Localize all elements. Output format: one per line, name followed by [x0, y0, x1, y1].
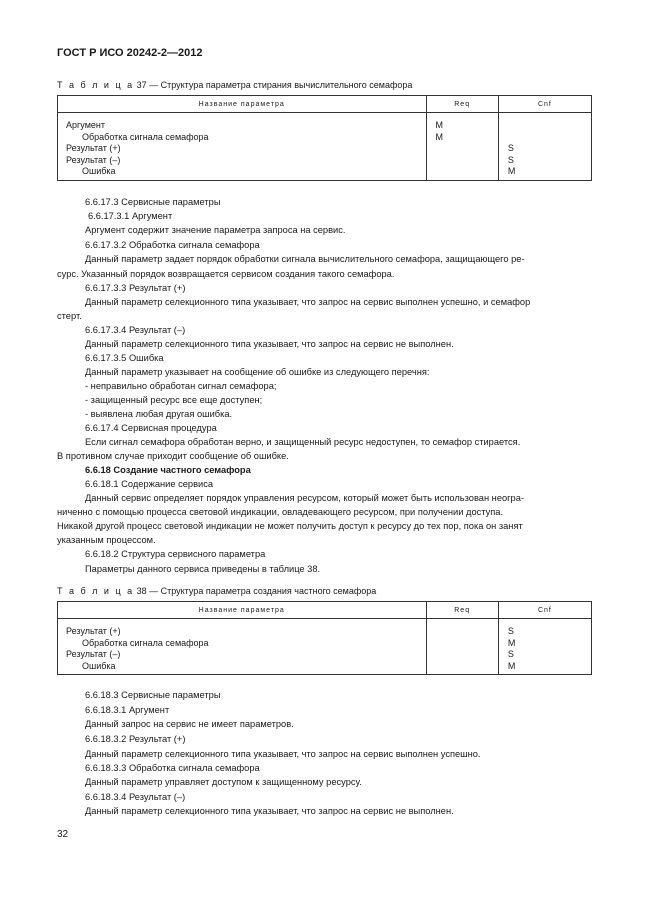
paragraph: 6.6.18.3.2 Результат (+) [85, 734, 186, 744]
table38-row-name: Ошибка [82, 660, 116, 671]
table38-caption [57, 586, 376, 596]
table38-col-name: Название параметра [58, 602, 427, 619]
table38-cnf-cell [498, 619, 591, 675]
table37-row-req [427, 143, 498, 155]
table37-row-name: Результат (+) [66, 143, 121, 154]
table38-row-req [427, 661, 498, 673]
paragraph: Никакой другой процесс световой индикации не может получить доступ к ресурсу до тех пор, пока он занят [57, 521, 523, 531]
list-item: - защищенный ресурс все еще доступен; [85, 395, 263, 405]
table37-caption-prefix: Т а б л и ц а [57, 80, 135, 90]
document-header: ГОСТ Р ИСО 20242-2—2012 [57, 47, 203, 59]
table37-row-name: Результат (–) [66, 154, 121, 165]
paragraph: Данный параметр селекционного типа указывает, что запрос на сервис выполнен успешно, и семафор [85, 297, 531, 307]
paragraph: 6.6.18.3.3 Обработка сигнала семафора [85, 763, 260, 773]
paragraph: 6.6.17.3.5 Ошибка [85, 353, 164, 363]
list-item: - неправильно обработан сигнал семафора; [85, 381, 277, 391]
paragraph: указанным процессом. [57, 535, 156, 545]
table37-row-name: Обработка сигнала семафора [82, 131, 209, 142]
table38-row-req [427, 649, 498, 661]
table37-body-row [58, 113, 592, 181]
table38 [57, 601, 592, 675]
paragraph: 6.6.17.3.3 Результат (+) [85, 283, 186, 293]
table37-caption [57, 80, 412, 90]
paragraph: Если сигнал семафора обработан верно, и защищенный ресурс недоступен, то семафор стирается. [85, 437, 521, 447]
table37-row-cnf [499, 132, 591, 144]
table37-row-req: M [435, 120, 443, 130]
table37 [57, 95, 592, 181]
paragraph: 6.6.17.3.2 Обработка сигнала семафора [85, 240, 260, 250]
list-item: - выявлена любая другая ошибка. [85, 409, 233, 419]
table37-row-cnf [499, 120, 591, 132]
table38-body-row [58, 619, 592, 675]
table37-cnf-cell [498, 113, 591, 181]
table37-row-name: Ошибка [82, 166, 116, 177]
table37-row-req: M [435, 131, 443, 142]
table37-row-req [427, 166, 498, 178]
table38-row-cnf: M [507, 637, 516, 648]
table38-row-cnf: S [507, 649, 514, 660]
paragraph: стерт. [57, 311, 82, 321]
page-number: 32 [57, 829, 69, 840]
table37-row-req [427, 155, 498, 167]
paragraph: Данный параметр управляет доступом к защищенному ресурсу. [85, 777, 362, 787]
paragraph: Данный сервис определяет порядок управления ресурсом, который может быть использован неогра- [85, 493, 524, 503]
paragraph: 6.6.18.3 Сервисные параметры [85, 690, 221, 700]
table38-caption-text: 38 — Структура параметра создания частного семафора [134, 586, 377, 596]
table37-row-cnf: S [507, 154, 514, 165]
table37-row-name: Аргумент [66, 120, 105, 130]
table37-caption-text: 37 — Структура параметра стирания вычислительного семафора [134, 80, 413, 90]
table38-col-cnf: Cnf [498, 602, 591, 619]
paragraph: Параметры данного сервиса приведены в таблице 38. [85, 564, 321, 574]
table37-col-req: Req [426, 96, 498, 113]
table37-row-cnf: M [507, 166, 516, 177]
paragraph: В противном случае приходит сообщение об ошибке. [57, 451, 289, 461]
paragraph: 6.6.18.2 Структура сервисного параметра [85, 549, 266, 559]
paragraph: сурс. Указанный порядок возвращается сервисом создания такого семафора. [57, 269, 395, 279]
table37-row-cnf: S [507, 143, 514, 154]
paragraph: 6.6.18.3.1 Аргумент [85, 705, 170, 715]
paragraph: 6.6.17.3.1 Аргумент [88, 211, 173, 221]
table37-req-cell [426, 113, 498, 181]
paragraph: Данный параметр задает порядок обработки сигнала вычислительного семафора, защищающего ре- [85, 254, 525, 264]
table38-req-cell [426, 619, 498, 675]
paragraph: Данный запрос на сервис не имеет параметров. [85, 719, 294, 729]
table38-row-req [427, 638, 498, 650]
paragraph: Данный параметр указывает на сообщение об ошибке из следующего перечня: [85, 367, 430, 377]
paragraph: Данный параметр селекционного типа указывает, что запрос на сервис выполнен успешно. [85, 749, 481, 759]
section-heading: 6.6.18 Создание частного семафора [85, 465, 251, 475]
table38-name-cell [58, 619, 427, 675]
table38-header-row [58, 602, 592, 619]
paragraph: ниченно с помощью процесса световой индикации, овладевающего ресурсом, при получении доступа. [57, 507, 504, 517]
paragraph: Данный параметр селекционного типа указывает, что запрос на сервис не выполнен. [85, 806, 454, 816]
table38-row-req [427, 626, 498, 638]
paragraph: 6.6.18.1 Содержание сервиса [85, 479, 214, 489]
table37-col-name: Название параметра [58, 96, 427, 113]
paragraph: 6.6.18.3.4 Результат (–) [85, 792, 186, 802]
table37-name-cell [58, 113, 427, 181]
table38-row-cnf: S [507, 626, 514, 636]
table37-col-cnf: Cnf [498, 96, 591, 113]
paragraph: 6.6.17.3.4 Результат (–) [85, 325, 186, 335]
table38-caption-prefix: Т а б л и ц а [57, 586, 135, 596]
table37-header-row [58, 96, 592, 113]
paragraph: 6.6.17.3 Сервисные параметры [85, 197, 221, 207]
table38-col-req: Req [426, 602, 498, 619]
paragraph: Аргумент содержит значение параметра запроса на сервис. [85, 225, 346, 235]
table38-row-name: Результат (+) [66, 626, 121, 636]
paragraph: 6.6.17.4 Сервисная процедура [85, 423, 217, 433]
table38-row-cnf: M [507, 660, 516, 671]
table38-row-name: Обработка сигнала семафора [82, 637, 209, 648]
paragraph: Данный параметр селекционного типа указывает, что запрос на сервис не выполнен. [85, 339, 454, 349]
table38-row-name: Результат (–) [66, 649, 121, 660]
